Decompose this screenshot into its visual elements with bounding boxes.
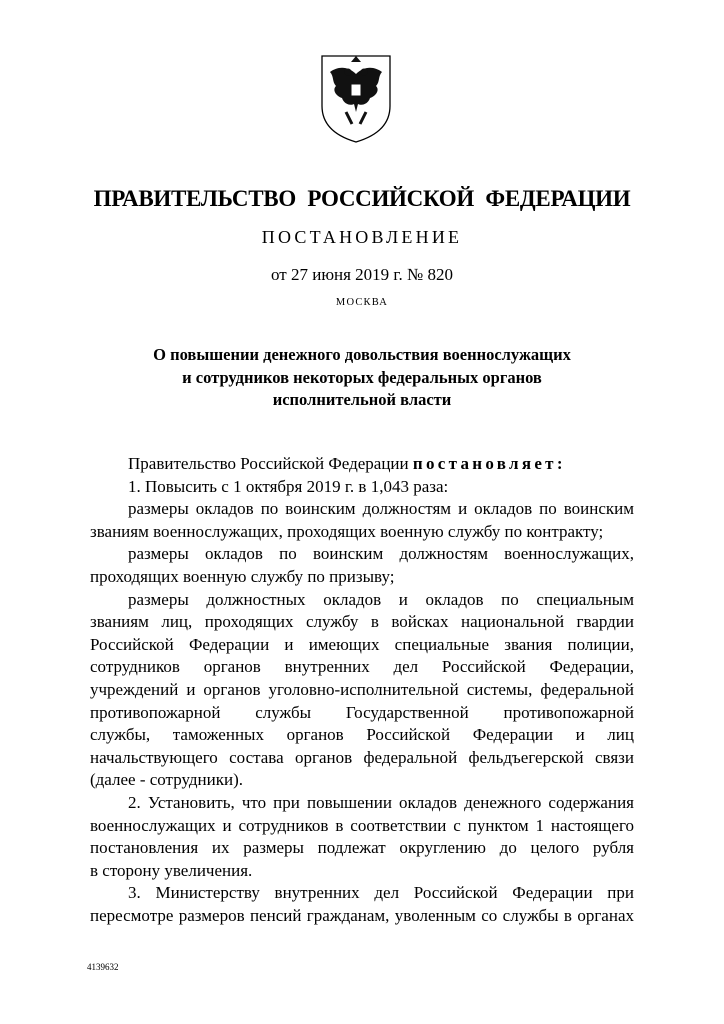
paragraph-line: пересмотре размеров пенсий гражданам, уволенным со службы в органах: [90, 905, 634, 925]
paragraph-line: размеры должностных окладов и окладов по специальным: [128, 589, 634, 609]
paragraph-line: военнослужащих и сотрудников в соответствии с пунктом 1 настоящего: [90, 815, 634, 835]
preamble-verb: постановляет:: [412, 454, 566, 473]
decree-subject: [0, 344, 724, 412]
paragraph-line: сотрудников органов внутренних дел Российской Федерации,: [90, 657, 634, 677]
document-number: 4139632: [87, 962, 119, 972]
paragraph-line: званиям военнослужащих, проходящих военную службу по контракту;: [90, 521, 604, 541]
paragraph: [90, 498, 634, 543]
paragraph-line: (далее - сотрудники).: [90, 770, 244, 790]
paragraph-line: постановления их размеры подлежат округлению до целого рубля: [90, 838, 634, 858]
government-title: ПРАВИТЕЛЬСТВО РОССИЙСКОЙ ФЕДЕРАЦИИ: [93, 186, 631, 211]
paragraph-line: начальствующего состава органов федеральной фельдъегерской связи: [90, 747, 634, 767]
paragraph: [90, 589, 634, 792]
paragraph-line: в сторону увеличения.: [90, 860, 253, 880]
paragraph: [90, 543, 634, 588]
paragraph-line: 1. Повысить с 1 октября 2019 г. в 1,043 раза:: [128, 476, 449, 496]
paragraph-line: 2. Установить, что при повышении окладов денежного содержания: [128, 792, 634, 812]
paragraph-line: Российской Федерации и имеющих специальные звания полиции,: [90, 634, 634, 654]
paragraph: [90, 476, 634, 499]
paragraph-line: противопожарной службы Государственной противопожарной: [90, 702, 634, 722]
subject-line: и сотрудников некоторых федеральных органов: [182, 367, 542, 387]
paragraph-line: учреждений и органов уголовно-исполнительной системы, федеральной: [90, 679, 634, 699]
decree-date-number: от 27 июня 2019 г. № 820: [271, 265, 453, 284]
paragraph: [90, 882, 634, 927]
city: МОСКВА: [335, 297, 389, 308]
paragraph-line: службы, таможенных органов Российской Федерации и лиц: [90, 725, 634, 745]
paragraph-line: размеры окладов по воинским должностям и окладов по воинским: [128, 499, 634, 519]
coat-of-arms-emblem: [318, 52, 394, 144]
subject-line: исполнительной власти: [272, 390, 452, 409]
subject-line: О повышении денежного довольствия военнослужащих: [153, 345, 571, 364]
paragraph: [90, 792, 634, 882]
paragraph-line: размеры окладов по воинским должностям военнослужащих,: [128, 544, 634, 564]
decree-body: [90, 453, 634, 927]
paragraph-line: 3. Министерству внутренних дел Российской Федерации при: [128, 883, 634, 903]
paragraph-line: проходящих военную службу по призыву;: [90, 566, 395, 586]
decree-type: ПОСТАНОВЛЕНИЕ: [261, 227, 463, 247]
preamble-text: Правительство Российской Федерации: [128, 454, 413, 473]
paragraph-line: званиям лиц, проходящих службу в войсках национальной гвардии: [90, 612, 634, 632]
preamble: [90, 453, 634, 476]
